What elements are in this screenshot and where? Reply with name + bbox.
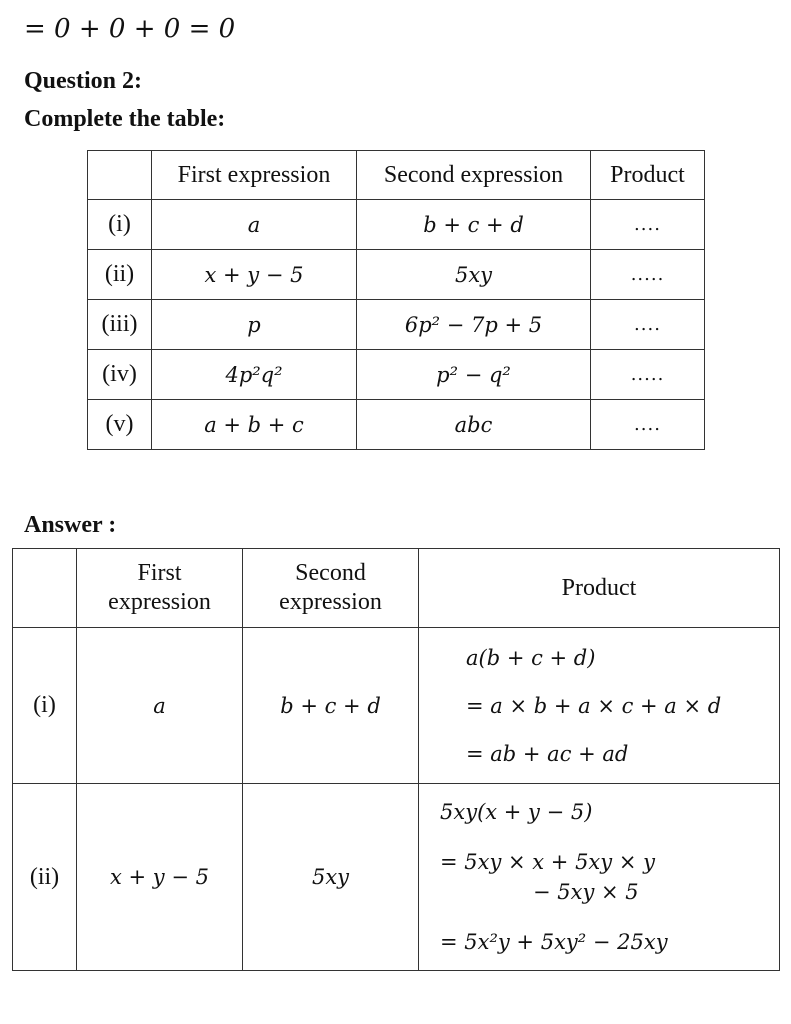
row-label: (v) [88, 400, 152, 450]
product-working-cell [419, 784, 780, 971]
first-expression-cell: a + b + c [152, 400, 357, 450]
table-row [88, 350, 705, 400]
answer-table [12, 548, 780, 971]
header-second-expression [243, 549, 419, 628]
first-expression-cell: p [152, 300, 357, 350]
header-first-line1: First [137, 560, 182, 586]
header-second-expression: Second expression [357, 151, 591, 200]
second-expression-cell: 6p² − 7p + 5 [357, 300, 591, 350]
first-expression-cell: 4p²q² [152, 350, 357, 400]
header-first-expression: First expression [152, 151, 357, 200]
question-table [87, 150, 705, 450]
product-cell: .... [591, 200, 705, 250]
header-first-expression [77, 549, 243, 628]
product-line: = a × b + a × c + a × d [466, 693, 722, 718]
header-second-line1: Second [295, 560, 366, 586]
table-row [88, 250, 705, 300]
row-label: (ii) [88, 250, 152, 300]
product-line: a(b + c + d) [466, 645, 596, 670]
product-line: = 5xy × x + 5xy × y [440, 850, 655, 874]
header-blank [13, 549, 77, 628]
second-expression-cell: b + c + d [357, 200, 591, 250]
row-label: (ii) [13, 784, 77, 971]
answer-table-header [13, 549, 780, 628]
product-working-cell [419, 628, 780, 784]
product-line: − 5xy × 5 [533, 880, 639, 904]
question-title: Question 2: [24, 68, 143, 94]
second-expression-cell: b + c + d [243, 628, 419, 784]
header-product: Product [419, 549, 780, 628]
second-expression-cell: abc [357, 400, 591, 450]
second-expression-cell: 5xy [243, 784, 419, 971]
second-expression-cell: p² − q² [357, 350, 591, 400]
product-line: 5xy(x + y − 5) [440, 800, 593, 824]
row-label: (i) [13, 628, 77, 784]
table-row [13, 784, 780, 971]
product-line: = 5x²y + 5xy² − 25xy [440, 930, 668, 954]
row-label: (iv) [88, 350, 152, 400]
table-row [13, 628, 780, 784]
row-label: (iii) [88, 300, 152, 350]
first-expression-cell: a [152, 200, 357, 250]
header-first-line2: expression [108, 589, 211, 615]
table-row [88, 200, 705, 250]
table-row [88, 400, 705, 450]
header-product: Product [591, 151, 705, 200]
product-cell: .... [591, 400, 705, 450]
header-second-line2: expression [279, 589, 382, 615]
table-row [88, 300, 705, 350]
product-cell: ..... [591, 250, 705, 300]
answer-title: Answer : [24, 512, 117, 538]
first-expression-cell: a [77, 628, 243, 784]
previous-result-equation: = 0 + 0 + 0 = 0 [24, 14, 236, 44]
product-line: = ab + ac + ad [466, 741, 629, 766]
first-expression-cell: x + y − 5 [152, 250, 357, 300]
first-expression-cell: x + y − 5 [77, 784, 243, 971]
question-instruction: Complete the table: [24, 106, 226, 132]
second-expression-cell: 5xy [357, 250, 591, 300]
product-cell: ..... [591, 350, 705, 400]
product-cell: .... [591, 300, 705, 350]
row-label: (i) [88, 200, 152, 250]
question-table-header [88, 151, 705, 200]
header-blank [88, 151, 152, 200]
